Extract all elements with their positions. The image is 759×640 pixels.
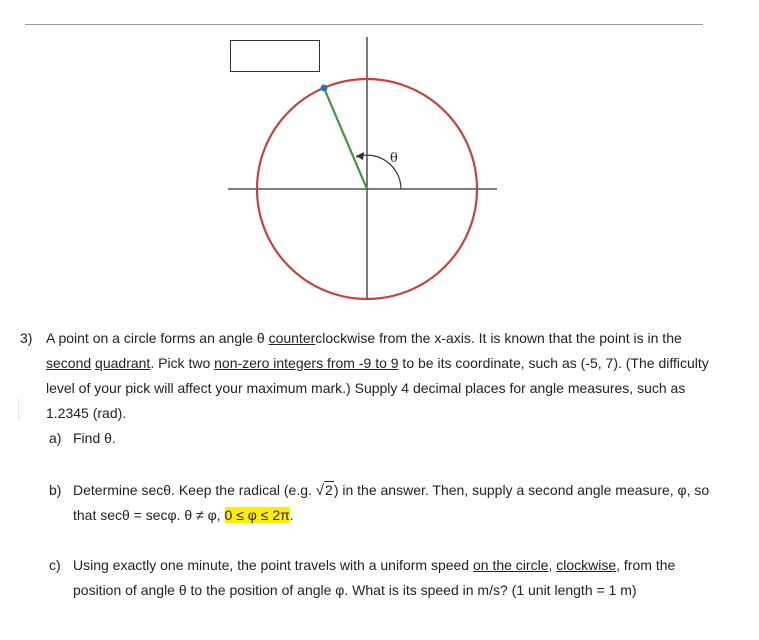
theta-label: θ: [390, 151, 398, 166]
part-a-label: a): [49, 430, 62, 446]
question-3: [20, 326, 720, 426]
highlighted-range: 0 ≤ φ ≤ 2π: [224, 507, 290, 523]
part-c-text: Using exactly one minute, the point travels with a uniform speed on the circle, clockwise, from the position of angle θ to the position of angle φ. What is its speed in m/s? (1 unit length = 1 m): [73, 557, 676, 598]
part-b-label: b): [49, 482, 62, 498]
radius-line: [324, 88, 367, 189]
part-a-text: Find θ.: [73, 430, 116, 446]
question-3-text: A point on a circle forms an angle θ counterclockwise from the x-axis. It is known that the point is in the second quadrant. Pick two non-zero integers from -9 to 9 to be its coordinate, such as (-5, 7). (The difficulty level of your pick will affect your maximum mark.) Supply 4 decimal places for angle measures, such as 1.2345 (rad).: [46, 330, 709, 421]
part-b-text: Determine secθ. Keep the radical (e.g. √2) in the answer. Then, supply a second angle measure, φ, so that secθ = secφ. θ ≠ φ, 0 ≤ φ ≤ 2π.: [73, 478, 713, 528]
part-c-label: c): [49, 557, 61, 573]
part-c: [49, 553, 719, 603]
part-b: [49, 478, 719, 528]
point-on-circle: [321, 85, 328, 92]
question-number: 3): [20, 330, 33, 346]
part-a: [49, 426, 116, 451]
margin-marker: [18, 398, 19, 420]
angle-arrowhead: [356, 152, 364, 160]
sqrt-symbol: √2: [315, 482, 333, 499]
